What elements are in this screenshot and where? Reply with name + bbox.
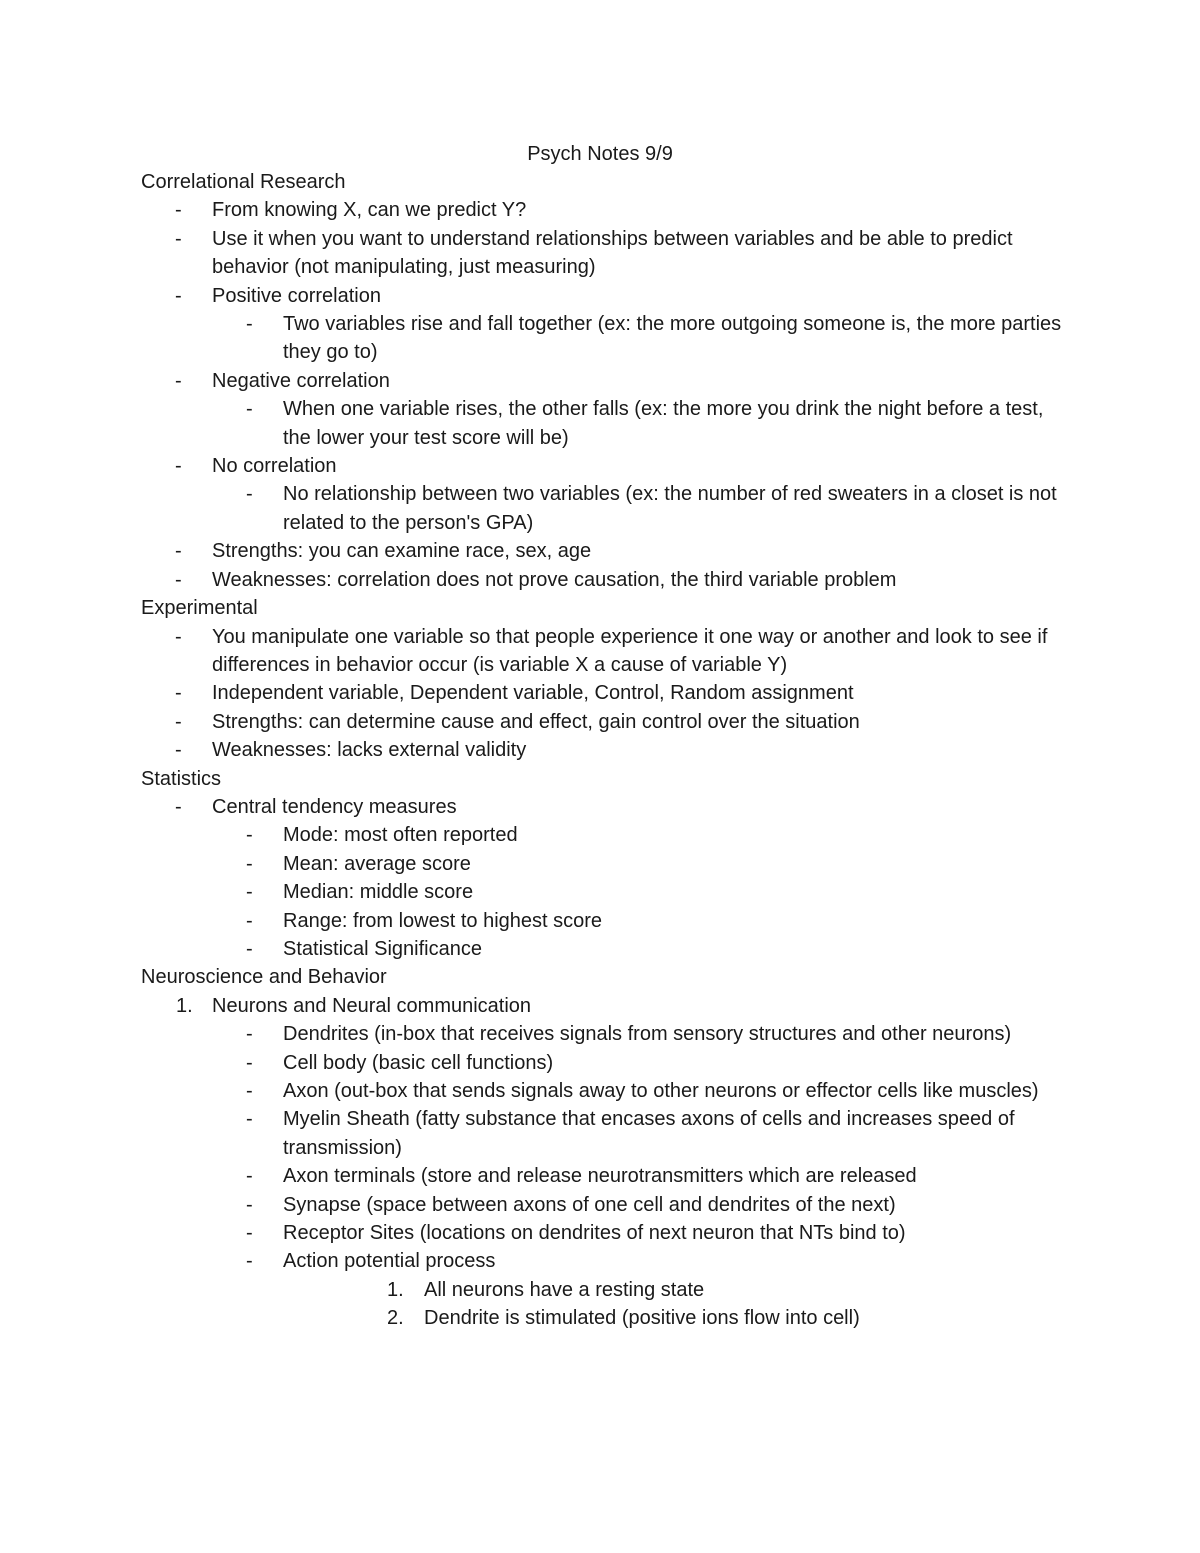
list-item <box>141 623 1071 680</box>
list-item <box>141 1304 1071 1332</box>
dash-bullet: - <box>246 398 253 421</box>
dash-bullet: - <box>175 682 182 705</box>
list-item-text: Median: middle score <box>283 881 474 904</box>
list-item <box>141 1191 1071 1219</box>
list-item-text: Central tendency measures <box>212 795 457 818</box>
dash-bullet: - <box>246 1250 253 1273</box>
list-item-text: Dendrites (in-box that receives signals from sensory structures and other neurons) <box>283 1023 1012 1046</box>
dash-bullet: - <box>175 710 182 733</box>
dash-bullet: - <box>175 625 182 648</box>
list-item-text: Myelin Sheath (fatty substance that encases axons of cells and increases speed of transmission) <box>283 1108 1015 1159</box>
number-marker: 2. <box>387 1307 404 1330</box>
list-item-text: Strengths: can determine cause and effect, gain control over the situation <box>212 710 860 733</box>
list-item-text: Two variables rise and fall together (ex: the more outgoing someone is, the more parties they go to) <box>283 313 1062 364</box>
list-item <box>141 992 1071 1020</box>
dash-bullet: - <box>246 1080 253 1102</box>
dash-bullet: - <box>175 540 182 563</box>
list-item-text: Action potential process <box>283 1250 496 1273</box>
list-item <box>141 1219 1071 1247</box>
document-body <box>141 168 1071 1333</box>
list-item-text: Mean: average score <box>283 852 471 875</box>
dash-bullet: - <box>175 739 182 762</box>
list-item <box>141 907 1071 935</box>
section-heading-neuroscience: Neuroscience and Behavior <box>141 966 387 989</box>
number-marker: 1. <box>176 994 193 1017</box>
dash-bullet: - <box>246 1051 253 1074</box>
list-item <box>141 679 1071 707</box>
dash-bullet: - <box>246 1108 253 1131</box>
list-item <box>141 850 1071 878</box>
list-item-text: Mode: most often reported <box>283 824 518 847</box>
list-item-text: No relationship between two variables (ex: the number of red sweaters in a closet is not related to the person's GPA) <box>283 483 1057 534</box>
list-item <box>141 1276 1071 1304</box>
list-item-text: Synapse (space between axons of one cell and dendrites of the next) <box>283 1193 896 1216</box>
dash-bullet: - <box>175 795 182 818</box>
list-item-text: Positive correlation <box>212 284 381 307</box>
list-item <box>141 196 1071 224</box>
dash-bullet: - <box>246 852 253 875</box>
list-item-text: Use it when you want to understand relationships between variables and be able to predict behavior (not manipulating, just measuring) <box>212 227 1013 279</box>
list-item-text: Independent variable, Dependent variable, Control, Random assignment <box>212 682 854 705</box>
dash-bullet: - <box>246 824 253 847</box>
list-item-text: When one variable rises, the other falls (ex: the more you drink the night before a test, the lower your test score will be) <box>283 398 1044 449</box>
number-marker: 1. <box>387 1278 404 1301</box>
list-item-text: Weaknesses: lacks external validity <box>212 739 527 762</box>
list-item <box>141 367 1071 395</box>
list-item-text: From knowing X, can we predict Y? <box>212 199 527 222</box>
list-item-text: Cell body (basic cell functions) <box>283 1051 554 1074</box>
list-item-text: Axon terminals (store and release neurotransmitters which are released <box>283 1165 917 1188</box>
list-item <box>141 1105 1071 1162</box>
list-item-text: Weaknesses: correlation does not prove causation, the third variable problem <box>212 568 897 591</box>
list-item <box>141 566 1071 594</box>
dash-bullet: - <box>246 1165 253 1188</box>
list-item <box>141 395 1071 452</box>
dash-bullet: - <box>246 1193 253 1216</box>
list-item <box>141 1247 1071 1275</box>
dash-bullet: - <box>246 909 253 932</box>
list-item <box>141 1162 1071 1190</box>
list-item <box>141 480 1071 537</box>
dash-bullet: - <box>175 455 182 478</box>
list-item-text: Statistical Significance <box>283 937 482 960</box>
section-heading-statistics: Statistics <box>141 767 222 790</box>
list-item <box>141 1020 1071 1048</box>
list-item-text: All neurons have a resting state <box>424 1278 705 1301</box>
list-item <box>141 878 1071 906</box>
dash-bullet: - <box>175 369 182 392</box>
list-item <box>141 310 1071 367</box>
dash-bullet: - <box>175 199 182 222</box>
list-item <box>141 225 1071 282</box>
list-item <box>141 821 1071 849</box>
dash-bullet: - <box>246 1023 253 1046</box>
list-item-text: Neurons and Neural communication <box>212 994 532 1017</box>
section-heading-experimental: Experimental <box>141 597 258 620</box>
list-item-text: Axon (out-box that sends signals away to other neurons or effector cells like muscles) <box>283 1080 1039 1102</box>
document-title: Psych Notes 9/9 <box>527 143 673 165</box>
dash-bullet: - <box>246 881 253 904</box>
list-item <box>141 1049 1071 1077</box>
list-item <box>141 708 1071 736</box>
dash-bullet: - <box>246 483 253 506</box>
list-item <box>141 1077 1071 1105</box>
dash-bullet: - <box>175 568 182 591</box>
list-item-text: You manipulate one variable so that people experience it one way or another and look to see if differences in behavior occur (is variable X a cause of variable Y) <box>212 625 1048 676</box>
list-item-text: Dendrite is stimulated (positive ions flow into cell) <box>424 1307 860 1330</box>
list-item-text: Range: from lowest to highest score <box>283 909 603 932</box>
list-item-text: Negative correlation <box>212 369 390 392</box>
list-item <box>141 452 1071 480</box>
list-item-text: Receptor Sites (locations on dendrites of next neuron that NTs bind to) <box>283 1222 906 1245</box>
list-item <box>141 793 1071 821</box>
section-heading-correlational: Correlational Research <box>141 171 346 193</box>
dash-bullet: - <box>246 313 253 336</box>
dash-bullet: - <box>246 937 253 960</box>
list-item <box>141 736 1071 764</box>
list-item-text: No correlation <box>212 455 337 478</box>
list-item <box>141 282 1071 310</box>
list-item <box>141 935 1071 963</box>
list-item-text: Strengths: you can examine race, sex, age <box>212 540 592 563</box>
list-item <box>141 537 1071 565</box>
dash-bullet: - <box>246 1222 253 1245</box>
dash-bullet: - <box>175 227 182 250</box>
dash-bullet: - <box>175 284 182 307</box>
